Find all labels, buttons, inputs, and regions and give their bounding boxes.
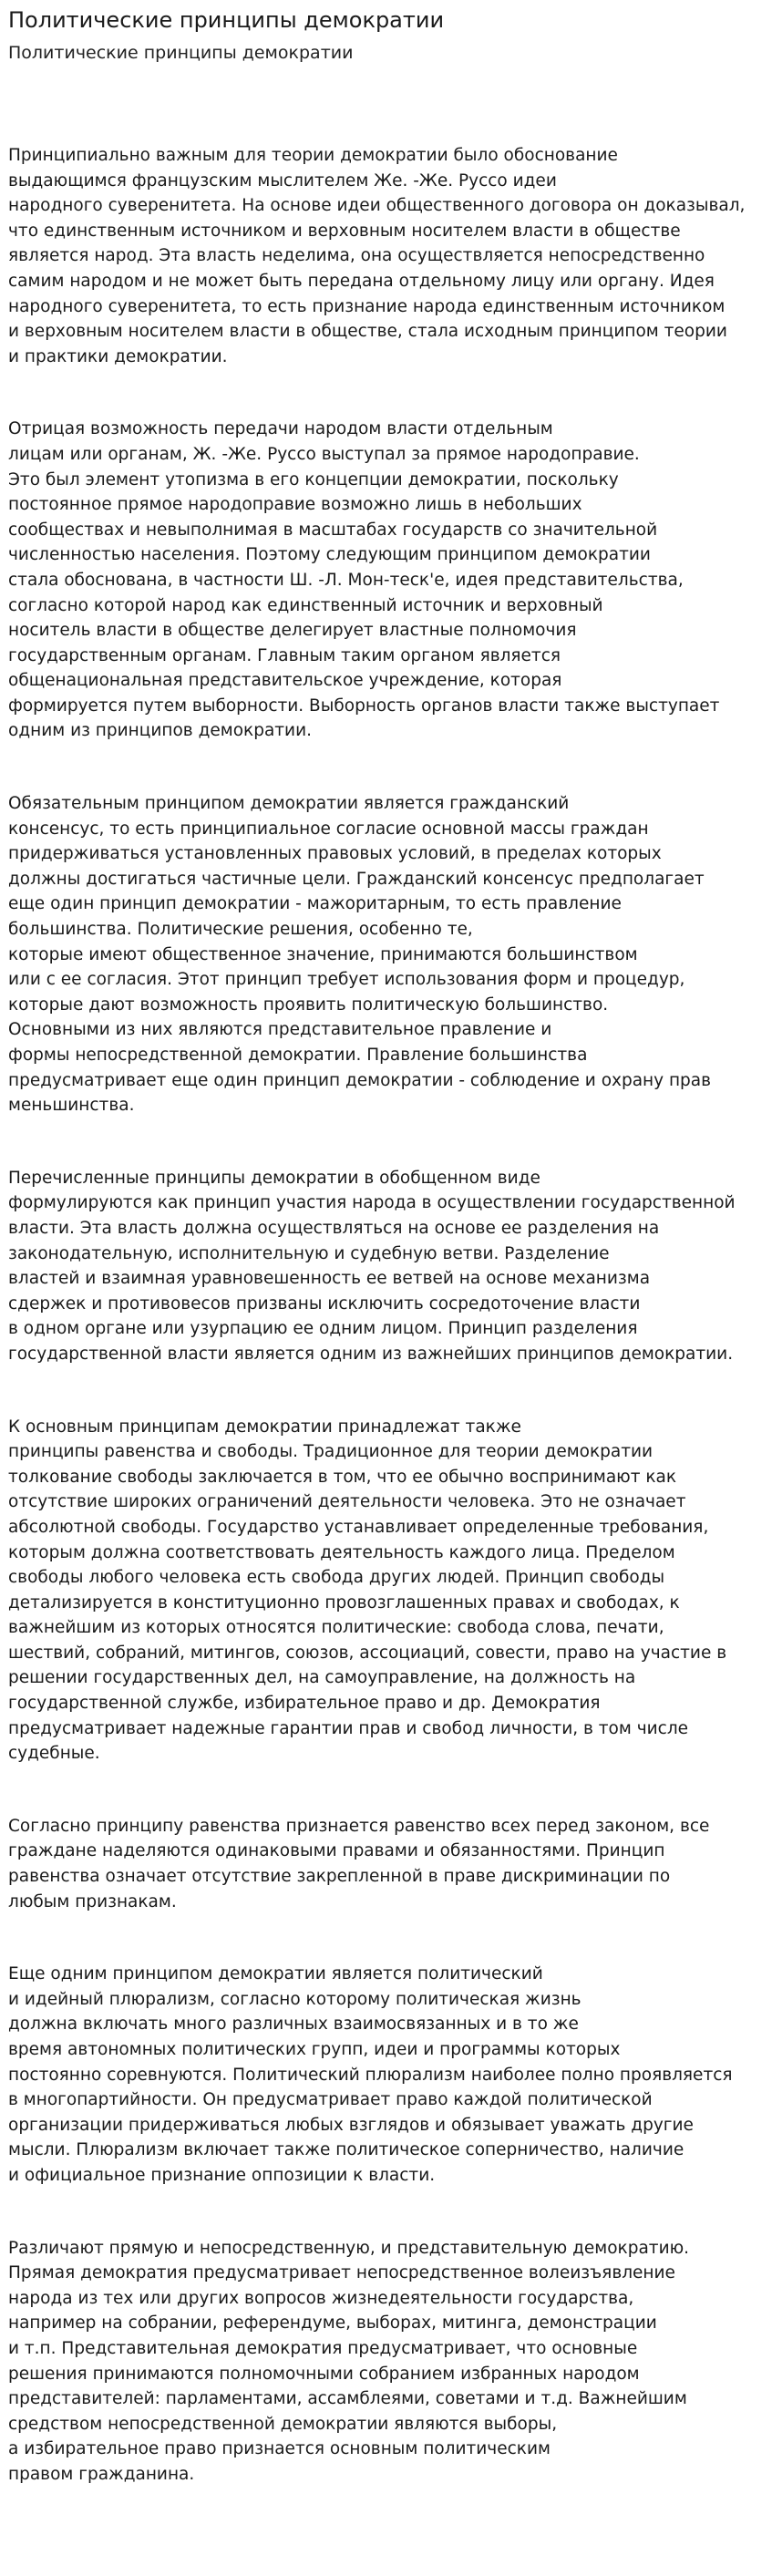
paragraph-freedom: К основным принципам демократии принадлежат также принципы равенства и свободы. Традиционное для теории демократии толкование свободы заключается в том, что ее обычно воспринимают как отсутствие широких ограничений деятельности человека. Это не означает абсолютной свободы. Государство устанавливает определенные требования, которым должна соответствовать деятельность каждого лица. Пределом свободы любого человека есть свобода других людей. Принцип свободы детализируется в конституционно провозглашенных правах и свободах, к важнейшим из которых относятся политические: свобода слова, печати, шествий, собраний, митингов, союзов, ассоциаций, совести, право на участие в решении государственных дел, на самоуправление, на должность на государственной службе, избирательное право и др. Демократия предусматривает надежные гарантии прав и свобод личности, в том числе судебные. — [8, 1417, 727, 1764]
page-subtitle: Политические принципы демократии — [8, 43, 354, 63]
paragraph-pluralism: Еще одним принципом демократии является политический и идейный плюрализм, согласно которому политическая жизнь должна включать много различных взаимосвязанных и в то же время автономных политических групп, идеи и программы которых постоянно соревнуются. Политический плюрализм наиболее полно проявляется в многопартийности. Он предусматривает право каждой политической организации придерживаться любых взглядов и обязывает уважать другие мысли. Плюрализм включает также политическое соперничество, наличие и официальное признание оппозиции к власти. — [8, 1964, 733, 2185]
page-title: Политические принципы демократии — [8, 7, 445, 33]
paragraph-civil-consensus: Обязательным принципом демократии является гражданский консенсус, то есть принципиальное согласие основной массы граждан придерживаться установленных правовых условий, в пределах которых должны достигаться частичные цели. Гражданский консенсус предполагает еще один принцип демократии - мажоритарным, то есть правление большинства. Политические решения, особенно те, которые имеют общественное значение, принимаются большинством или с ее согласия. Этот принцип требует использования форм и процедур, которые дают возможность проявить политическую большинство. Основными из них являются представительное правление и формы непосредственной демократии. Правление большинства предусматривает еще один принцип демократии - соблюдение и охрану прав меньшинства. — [8, 794, 712, 1116]
paragraph-forms-of-democracy: Различают прямую и непосредственную, и представительную демократию. Прямая демократия предусматривает непосредственное волеизъявление народа из тех или других вопросов жизнедеятельности государства, например на собрании, референдуме, выборах, митинга, демонстрации и т.п. Представительная демократия предусматривает, что основные решения принимаются полномочными собранием избранных народом представителей: парламентами, ассамблеями, советами и т.д. Важнейшим средством непосредственной демократии являются выборы, а избирательное право признается основным политическим правом гражданина. — [8, 2238, 690, 2484]
paragraph-separation-of-powers: Перечисленные принципы демократии в обобщенном виде формулируются как принцип участия народа в осуществлении государственной власти. Эта власть должна осуществляться на основе ее разделения на законодательную, исполнительную и судебную ветви. Разделение властей и взаимная уравновешенность ее ветвей на основе механизма сдержек и противовесов призваны исключить сосредоточение власти в одном органе или узурпацию ее одним лицом. Принцип разделения государственной власти является одним из важнейших принципов демократии. — [8, 1168, 736, 1364]
paragraph-representation: Отрицая возможность передачи народом власти отдельным лицам или органам, Ж. -Же. Руссо выступал за прямое народоправие. Это был элемент утопизма в его концепции демократии, поскольку постоянное прямое народоправие возможно лишь в небольших сообществах и невыполнимая в масштабах государств со значительной численностью населения. Поэтому следующим принципом демократии стала обоснована, в частности Ш. -Л. Мон-теск'е, идея представительства, согласно которой народ как единственный источник и верховный носитель власти в обществе делегирует властные полномочия государственным органам. Главным таким органом является общенациональная представительское учреждение, которая формируется путем выборности. Выборность органов власти также выступает одним из принципов демократии. — [8, 419, 720, 741]
article-body — [8, 143, 764, 2488]
paragraph-popular-sovereignty: Принципиально важным для теории демократии было обоснование выдающимся французским мыслителем Же. -Же. Руссо идеи народного суверенитета. На основе идеи общественного договора он доказывал, что единственным источником и верховным носителем власти в обществе является народ. Эта власть неделима, она осуществляется непосредственно самим народом и не может быть передана отдельному лицу или органу. Идея народного суверенитета, то есть признание народа единственным источником и верховным носителем власти в обществе, стала исходным принципом теории и практики демократии. — [8, 146, 746, 366]
paragraph-equality: Согласно принципу равенства признается равенство всех перед законом, все граждане наделяются одинаковыми правами и обязанностями. Принцип равенства означает отсутствие закрепленной в праве дискриминации по любым признакам. — [8, 1816, 710, 1911]
